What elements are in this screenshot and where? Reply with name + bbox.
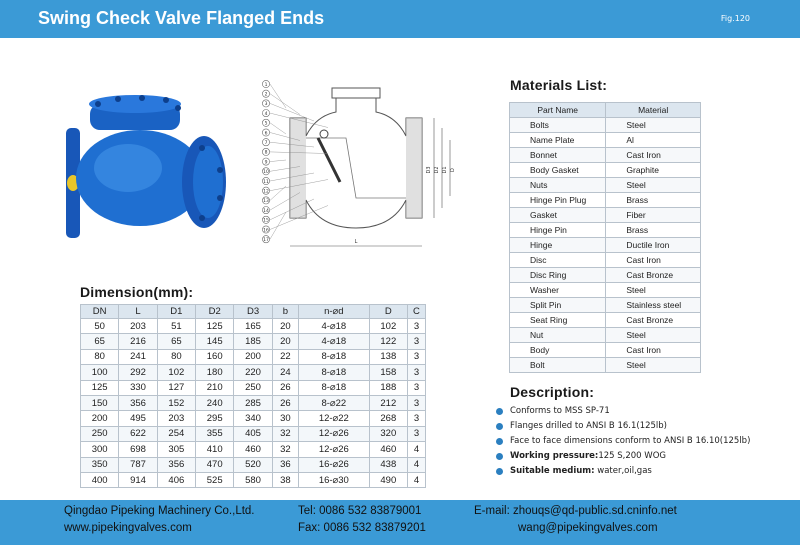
- table-cell: 8-⌀22: [299, 395, 370, 410]
- description-heading: Description:: [510, 384, 595, 400]
- table-cell: 160: [196, 349, 234, 364]
- table-row: [510, 118, 701, 133]
- table-row: [510, 238, 701, 253]
- table-cell: 320: [369, 426, 407, 441]
- table-row: [81, 442, 426, 457]
- description-text: water,oil,gas: [594, 466, 652, 476]
- dimension-header-row: [81, 305, 426, 319]
- table-row: [510, 283, 701, 298]
- table-row: [81, 457, 426, 472]
- bullet-icon: [496, 468, 503, 475]
- callout-number: 9: [264, 160, 268, 166]
- callout-number: 3: [264, 102, 268, 108]
- table-cell: 250: [234, 380, 272, 395]
- table-cell: 180: [196, 365, 234, 380]
- table-row: [81, 334, 426, 349]
- list-item: [496, 404, 750, 419]
- table-cell: 400: [81, 472, 119, 487]
- table-cell: 65: [157, 334, 195, 349]
- description-label: Suitable medium:: [510, 466, 595, 476]
- callout-leader: [270, 186, 286, 200]
- table-cell: 460: [234, 442, 272, 457]
- material-cell: Fiber: [606, 208, 701, 223]
- materials-column-header: Material: [606, 103, 701, 118]
- callout-leader: [270, 123, 286, 134]
- callout-number: 6: [264, 131, 268, 137]
- part-name-cell: Nuts: [510, 178, 606, 193]
- table-row: [510, 223, 701, 238]
- list-item: [496, 449, 750, 464]
- table-cell: 203: [119, 319, 157, 334]
- table-cell: 210: [196, 380, 234, 395]
- table-cell: 330: [119, 380, 157, 395]
- callout-leader: [270, 94, 300, 115]
- table-cell: 22: [272, 349, 298, 364]
- callout-number: 1: [264, 82, 268, 88]
- table-cell: 216: [119, 334, 157, 349]
- part-name-cell: Body Gasket: [510, 163, 606, 178]
- table-row: [81, 472, 426, 487]
- table-row: [510, 193, 701, 208]
- table-row: [81, 380, 426, 395]
- table-cell: 212: [369, 395, 407, 410]
- header-bar: [0, 0, 800, 38]
- bullet-icon: [496, 423, 503, 430]
- telephone: Tel: 0086 532 83879001: [298, 505, 422, 517]
- company-name: Qingdao Pipeking Machinery Co.,Ltd.: [64, 505, 255, 517]
- table-row: [81, 426, 426, 441]
- table-cell: 50: [81, 319, 119, 334]
- fax: Fax: 0086 532 83879201: [298, 522, 426, 534]
- material-cell: Brass: [606, 223, 701, 238]
- table-cell: 26: [272, 395, 298, 410]
- table-cell: 3: [407, 365, 425, 380]
- table-cell: 495: [119, 411, 157, 426]
- description-text: Conforms to MSS SP-71: [510, 406, 610, 416]
- table-cell: 30: [272, 411, 298, 426]
- table-row: [81, 395, 426, 410]
- table-cell: 102: [369, 319, 407, 334]
- table-row: [510, 268, 701, 283]
- table-row: [510, 343, 701, 358]
- table-row: [81, 319, 426, 334]
- table-cell: 305: [157, 442, 195, 457]
- table-cell: 406: [157, 472, 195, 487]
- table-row: [81, 349, 426, 364]
- table-cell: 16-⌀30: [299, 472, 370, 487]
- figure-number: Fig.120: [720, 14, 750, 23]
- table-cell: 200: [81, 411, 119, 426]
- callout-number: 5: [264, 121, 268, 127]
- table-cell: 100: [81, 365, 119, 380]
- table-cell: 80: [157, 349, 195, 364]
- table-cell: 203: [157, 411, 195, 426]
- material-cell: Al: [606, 133, 701, 148]
- table-cell: 8-⌀18: [299, 349, 370, 364]
- table-cell: 241: [119, 349, 157, 364]
- part-name-cell: Bolt: [510, 358, 606, 373]
- table-cell: 16-⌀26: [299, 457, 370, 472]
- valve-body-outline: [290, 98, 422, 228]
- dimension-label: D3: [426, 166, 432, 174]
- material-cell: Cast Bronze: [606, 268, 701, 283]
- disc-outline: [318, 138, 340, 182]
- callout-number: 11: [263, 179, 269, 185]
- table-cell: 20: [272, 319, 298, 334]
- table-cell: 200: [234, 349, 272, 364]
- callout-number: 2: [264, 92, 268, 98]
- table-cell: 340: [234, 411, 272, 426]
- material-cell: Steel: [606, 118, 701, 133]
- table-cell: 122: [369, 334, 407, 349]
- dimension-column-header: D1: [157, 305, 195, 319]
- table-cell: 8-⌀18: [299, 380, 370, 395]
- email-link[interactable]: E-mail: zhouqs@qd-public.sd.cninfo.net: [474, 505, 677, 517]
- table-cell: 470: [196, 457, 234, 472]
- part-name-cell: Split Pin: [510, 298, 606, 313]
- table-cell: 3: [407, 426, 425, 441]
- footer-bar: [0, 500, 800, 545]
- part-name-cell: Bolts: [510, 118, 606, 133]
- table-row: [510, 253, 701, 268]
- table-cell: 525: [196, 472, 234, 487]
- list-item: [496, 434, 750, 449]
- callout-number: 15: [263, 218, 269, 224]
- callout-number: 10: [263, 170, 269, 176]
- table-cell: 4: [407, 472, 425, 487]
- part-name-cell: Seat Ring: [510, 313, 606, 328]
- table-cell: 36: [272, 457, 298, 472]
- table-cell: 410: [196, 442, 234, 457]
- bullet-icon: [496, 438, 503, 445]
- table-cell: 3: [407, 319, 425, 334]
- dimension-table: [80, 304, 426, 488]
- description-text: Face to face dimensions conform to ANSI B 16.10(125lb): [510, 436, 751, 446]
- table-cell: 145: [196, 334, 234, 349]
- description-label: Working pressure:: [510, 451, 599, 461]
- table-cell: 350: [81, 457, 119, 472]
- table-cell: 127: [157, 380, 195, 395]
- material-cell: Stainless steel: [606, 298, 701, 313]
- materials-heading: Materials List:: [510, 77, 608, 93]
- materials-column-header: Part Name: [510, 103, 606, 118]
- table-cell: 185: [234, 334, 272, 349]
- material-cell: Graphite: [606, 163, 701, 178]
- table-cell: 460: [369, 442, 407, 457]
- table-cell: 355: [196, 426, 234, 441]
- table-cell: 4: [407, 442, 425, 457]
- callout-number: 14: [263, 208, 269, 214]
- table-cell: 24: [272, 365, 298, 380]
- bullet-icon: [496, 408, 503, 415]
- dimension-column-header: b: [272, 305, 298, 319]
- table-cell: 125: [81, 380, 119, 395]
- table-row: [510, 148, 701, 163]
- table-cell: 520: [234, 457, 272, 472]
- dimension-column-header: n-⌀d: [299, 305, 370, 319]
- table-cell: 12-⌀26: [299, 426, 370, 441]
- website-link[interactable]: www.pipekingvalves.com: [64, 522, 192, 534]
- table-cell: 295: [196, 411, 234, 426]
- table-row: [81, 365, 426, 380]
- table-cell: 254: [157, 426, 195, 441]
- material-cell: Ductile Iron: [606, 238, 701, 253]
- table-cell: 12-⌀22: [299, 411, 370, 426]
- callout-number: 17: [263, 238, 269, 243]
- table-cell: 38: [272, 472, 298, 487]
- table-cell: 356: [157, 457, 195, 472]
- table-cell: 65: [81, 334, 119, 349]
- part-name-cell: Gasket: [510, 208, 606, 223]
- table-row: [510, 298, 701, 313]
- table-cell: 165: [234, 319, 272, 334]
- table-row: [510, 178, 701, 193]
- dimension-label: L: [354, 239, 358, 245]
- part-name-cell: Hinge Pin: [510, 223, 606, 238]
- table-cell: 622: [119, 426, 157, 441]
- table-cell: 158: [369, 365, 407, 380]
- table-cell: 405: [234, 426, 272, 441]
- part-name-cell: Hinge: [510, 238, 606, 253]
- callout-number: 8: [264, 150, 268, 156]
- material-cell: Steel: [606, 358, 701, 373]
- table-cell: 356: [119, 395, 157, 410]
- bonnet-outline: [332, 88, 380, 98]
- material-cell: Brass: [606, 193, 701, 208]
- dimension-column-header: D: [369, 305, 407, 319]
- dimension-heading: Dimension(mm):: [80, 284, 194, 300]
- table-cell: 188: [369, 380, 407, 395]
- callout-number: 4: [264, 111, 268, 117]
- table-cell: 20: [272, 334, 298, 349]
- table-cell: 914: [119, 472, 157, 487]
- table-cell: 26: [272, 380, 298, 395]
- description-list: [496, 404, 750, 479]
- callout-leader: [270, 160, 286, 162]
- valve-photo: [62, 90, 232, 240]
- hinge-pin: [320, 130, 328, 138]
- dimension-column-header: D2: [196, 305, 234, 319]
- part-name-cell: Body: [510, 343, 606, 358]
- part-name-cell: Disc Ring: [510, 268, 606, 283]
- table-row: [510, 358, 701, 373]
- part-name-cell: Name Plate: [510, 133, 606, 148]
- list-item: [496, 464, 750, 479]
- table-cell: 250: [81, 426, 119, 441]
- part-name-cell: Nut: [510, 328, 606, 343]
- materials-header-row: [510, 103, 701, 118]
- table-cell: 3: [407, 411, 425, 426]
- table-cell: 4-⌀18: [299, 319, 370, 334]
- part-name-cell: Washer: [510, 283, 606, 298]
- callout-number: 12: [263, 189, 269, 195]
- cross-section-drawing: [256, 78, 456, 258]
- table-row: [510, 133, 701, 148]
- table-cell: 150: [81, 395, 119, 410]
- table-cell: 51: [157, 319, 195, 334]
- dimension-label: D: [450, 168, 456, 172]
- table-cell: 125: [196, 319, 234, 334]
- table-cell: 32: [272, 442, 298, 457]
- table-cell: 438: [369, 457, 407, 472]
- table-cell: 268: [369, 411, 407, 426]
- table-row: [510, 328, 701, 343]
- dimension-column-header: C: [407, 305, 425, 319]
- material-cell: Cast Iron: [606, 148, 701, 163]
- table-cell: 152: [157, 395, 195, 410]
- table-cell: 8-⌀18: [299, 365, 370, 380]
- table-cell: 240: [196, 395, 234, 410]
- table-cell: 3: [407, 334, 425, 349]
- table-row: [510, 163, 701, 178]
- table-cell: 285: [234, 395, 272, 410]
- part-name-cell: Disc: [510, 253, 606, 268]
- table-cell: 102: [157, 365, 195, 380]
- table-cell: 787: [119, 457, 157, 472]
- table-cell: 3: [407, 395, 425, 410]
- dimension-column-header: DN: [81, 305, 119, 319]
- part-name-cell: Hinge Pin Plug: [510, 193, 606, 208]
- table-cell: 138: [369, 349, 407, 364]
- table-cell: 292: [119, 365, 157, 380]
- table-cell: 3: [407, 349, 425, 364]
- table-cell: 12-⌀26: [299, 442, 370, 457]
- material-cell: Steel: [606, 328, 701, 343]
- table-row: [510, 208, 701, 223]
- material-cell: Steel: [606, 178, 701, 193]
- dimension-label: D2: [434, 166, 440, 174]
- table-cell: 3: [407, 380, 425, 395]
- material-cell: Steel: [606, 283, 701, 298]
- material-cell: Cast Iron: [606, 343, 701, 358]
- table-cell: 32: [272, 426, 298, 441]
- table-row: [510, 313, 701, 328]
- page-title: Swing Check Valve Flanged Ends: [38, 8, 325, 28]
- dimension-column-header: L: [119, 305, 157, 319]
- material-cell: Cast Bronze: [606, 313, 701, 328]
- email-link-secondary[interactable]: wang@pipekingvalves.com: [518, 522, 658, 534]
- dimension-label: D1: [442, 166, 448, 174]
- table-cell: 580: [234, 472, 272, 487]
- callout-number: 13: [263, 199, 269, 205]
- material-cell: Cast Iron: [606, 253, 701, 268]
- table-cell: 490: [369, 472, 407, 487]
- description-text: Flanges drilled to ANSI B 16.1(125lb): [510, 421, 667, 431]
- dimension-column-header: D3: [234, 305, 272, 319]
- materials-table: [509, 102, 701, 373]
- part-name-cell: Bonnet: [510, 148, 606, 163]
- table-cell: 698: [119, 442, 157, 457]
- table-cell: 300: [81, 442, 119, 457]
- bullet-icon: [496, 453, 503, 460]
- table-cell: 80: [81, 349, 119, 364]
- description-text: 125 S,200 WOG: [598, 451, 666, 461]
- table-cell: 4: [407, 457, 425, 472]
- callout-number: 16: [263, 228, 269, 234]
- table-cell: 220: [234, 365, 272, 380]
- table-cell: 4-⌀18: [299, 334, 370, 349]
- callout-number: 7: [264, 141, 268, 146]
- table-row: [81, 411, 426, 426]
- list-item: [496, 419, 750, 434]
